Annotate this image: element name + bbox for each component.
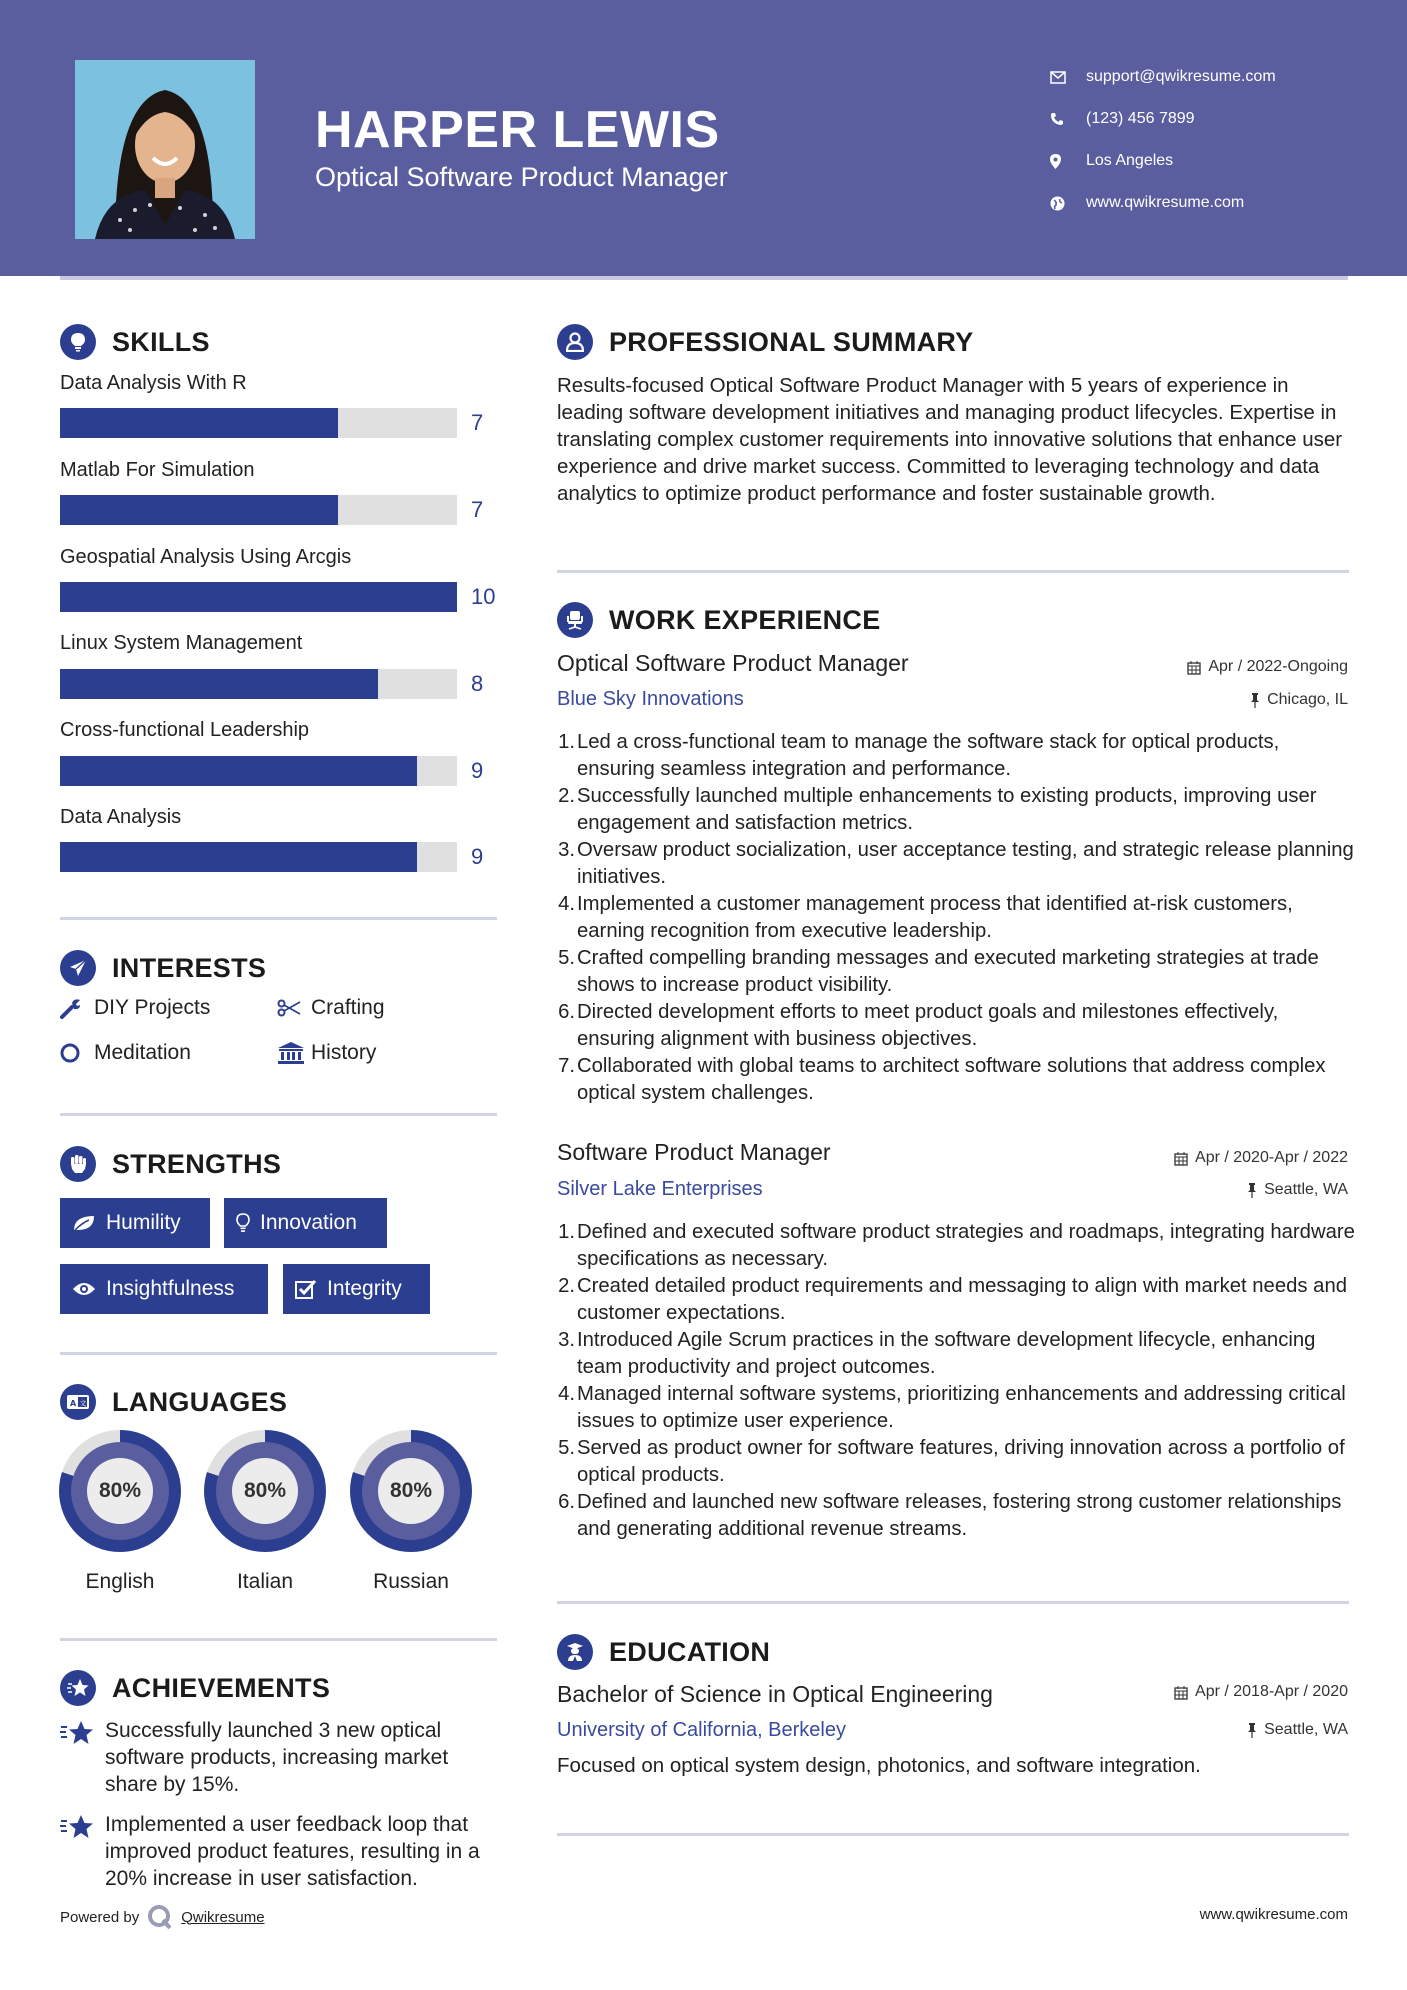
qwikresume-link[interactable]: Qwikresume — [181, 1908, 265, 1926]
section-divider — [60, 917, 497, 920]
skill-value: 9 — [471, 758, 484, 783]
contact-location — [1050, 140, 1276, 182]
contact-website-text: www.qwikresume.com — [1086, 194, 1245, 211]
job-title: Optical Software Product Manager — [557, 650, 909, 676]
bullet-item: 3. Introduced Agile Scrum practices in the software development lifecycle, enhancing team productivity and project outcomes. — [558, 1329, 1316, 1378]
leaf-icon — [72, 1214, 96, 1232]
bullet-item: 5. Served as product owner for software features, driving innovation across a portfolio of optical products. — [558, 1437, 1345, 1486]
bullet-item: 6. Directed development efforts to meet product goals and milestones effectively, ensuring alignment with business objectives. — [558, 1001, 1279, 1050]
achievement-item: Implemented a user feedback loop that improved product features, resulting in a 20% increase in user satisfaction. — [60, 1811, 500, 1892]
footer-site[interactable]: www.qwikresume.com — [1199, 1906, 1348, 1923]
check-square-icon — [295, 1279, 317, 1299]
job-location: Seattle, WA — [1247, 1181, 1348, 1199]
achievements-heading: ACHIEVEMENTS — [60, 1670, 330, 1706]
eye-icon — [72, 1281, 96, 1297]
language-name: Italian — [236, 1570, 294, 1593]
skill-bar — [60, 669, 457, 699]
skill-value: 7 — [471, 410, 484, 435]
summary-heading: PROFESSIONAL SUMMARY — [557, 324, 974, 360]
skill-bar-fill — [60, 669, 378, 699]
bullet-item: 2. Created detailed product requirements and messaging to align with market needs and customer expectations. — [558, 1275, 1348, 1324]
skill-bar-fill — [60, 408, 338, 438]
skill-bar — [60, 495, 457, 525]
bullet-item: 6. Defined and launched new software releases, fostering strong customer relationships and generating additional revenue streams. — [558, 1491, 1342, 1540]
graduate-icon — [557, 1634, 593, 1670]
bullet-item: 1. Defined and executed software product strategies and roadmaps, integrating hardware specifications as necessary. — [558, 1221, 1355, 1270]
globe-icon — [1050, 196, 1086, 211]
user-icon — [557, 324, 593, 360]
bullet-item: 3. Oversaw product socialization, user acceptance testing, and strategic release planning initiatives. — [558, 839, 1354, 888]
job-title: Software Product Manager — [557, 1139, 831, 1165]
bullet-item: 1. Led a cross-functional team to manage the software stack for optical products, ensuring seamless integration and performance. — [558, 731, 1280, 780]
star-badge-icon — [60, 1670, 96, 1706]
lightbulb-outline-icon — [236, 1213, 250, 1233]
wrench-icon — [60, 997, 94, 1019]
museum-icon — [277, 1042, 311, 1064]
job-dates: Apr / 2020-Apr / 2022 — [1174, 1149, 1348, 1167]
star-icon — [60, 1811, 105, 1892]
interest-item: DIY Projects — [60, 996, 210, 1020]
skill-bar-fill — [60, 495, 338, 525]
education-heading: EDUCATION — [557, 1634, 770, 1670]
svg-text:A: A — [70, 1399, 77, 1408]
education-description: Focused on optical system design, photonics, and software integration. — [557, 1754, 1201, 1777]
skill-bar-fill — [60, 756, 417, 786]
language-name: English — [85, 1570, 155, 1593]
pushpin-icon — [1247, 1183, 1257, 1198]
envelope-icon — [1050, 71, 1086, 84]
strength-tag: Insightfulness — [60, 1264, 268, 1314]
interest-item: History — [277, 1041, 376, 1065]
skill-bar — [60, 756, 457, 786]
paper-plane-icon — [60, 950, 96, 986]
strength-tag: Integrity — [283, 1264, 430, 1314]
skill-label: Linux System Management — [60, 632, 303, 654]
contact-list — [1050, 56, 1276, 224]
school-name: University of California, Berkeley — [557, 1719, 846, 1741]
contact-location-text: Los Angeles — [1086, 152, 1174, 169]
achievement-item: Successfully launched 3 new optical software products, increasing market share by 15%. — [60, 1717, 500, 1798]
phone-icon — [1050, 112, 1086, 126]
job-bullets — [557, 1219, 1357, 1543]
job-location: Chicago, IL — [1250, 691, 1348, 709]
candidate-title: Optical Software Product Manager — [315, 162, 728, 192]
skill-label: Matlab For Simulation — [60, 459, 255, 481]
languages-heading: A 文 LANGUAGES — [60, 1384, 287, 1420]
section-divider — [557, 1833, 1349, 1836]
language-progress-ring — [350, 1430, 472, 1552]
interests-heading: INTERESTS — [60, 950, 266, 986]
bullet-item: 2. Successfully launched multiple enhancements to existing products, improving user engagement and satisfaction metrics. — [558, 785, 1317, 834]
office-chair-icon — [557, 602, 593, 638]
company-name: Silver Lake Enterprises — [557, 1178, 763, 1200]
skill-value: 9 — [471, 844, 484, 869]
section-divider — [557, 570, 1349, 573]
language-progress-ring — [59, 1430, 181, 1552]
strength-tag: Innovation — [224, 1198, 387, 1248]
calendar-icon — [1174, 1685, 1188, 1700]
contact-phone-text: (123) 456 7899 — [1086, 110, 1195, 127]
bullet-item: 4. Implemented a customer management process that identified at-risk customers, earning recognition from executive leadership. — [558, 893, 1293, 942]
contact-website[interactable] — [1050, 182, 1276, 224]
experience-heading: WORK EXPERIENCE — [557, 602, 881, 638]
map-pin-icon — [1050, 154, 1086, 169]
skill-bar — [60, 582, 457, 612]
section-divider — [60, 1113, 497, 1116]
pushpin-icon — [1247, 1723, 1257, 1738]
language-item — [350, 1430, 472, 1594]
candidate-name: HARPER LEWIS — [315, 101, 720, 159]
skill-bar-fill — [60, 582, 457, 612]
pushpin-icon — [1250, 693, 1260, 708]
skills-heading: SKILLS — [60, 324, 210, 360]
education-dates: Apr / 2018-Apr / 2020 — [1174, 1683, 1348, 1701]
bullet-item: 5. Crafted compelling branding messages and executed marketing strategies at trade shows to increase product visibility. — [558, 947, 1319, 996]
powered-by: Powered by Qwikresume — [60, 1904, 265, 1930]
calendar-icon — [1187, 660, 1201, 675]
lightbulb-icon — [60, 324, 96, 360]
skill-value: 8 — [471, 671, 484, 696]
svg-text:文: 文 — [79, 1399, 87, 1408]
language-name: Russian — [373, 1570, 449, 1593]
language-item — [59, 1430, 181, 1594]
degree-title: Bachelor of Science in Optical Engineering — [557, 1681, 993, 1707]
job-dates: Apr / 2022-Ongoing — [1187, 658, 1348, 676]
skill-label: Data Analysis — [60, 806, 182, 828]
header-divider — [60, 276, 1348, 280]
qwikresume-logo-icon — [147, 1904, 173, 1930]
job-bullets — [557, 729, 1357, 1107]
fist-icon — [60, 1146, 96, 1182]
education-location: Seattle, WA — [1247, 1721, 1348, 1739]
section-divider — [557, 1601, 1349, 1604]
interest-item: Meditation — [60, 1041, 191, 1065]
language-icon — [60, 1384, 96, 1420]
skill-value: 7 — [471, 497, 484, 522]
skill-bar-fill — [60, 842, 417, 872]
star-icon — [60, 1717, 105, 1798]
section-divider — [60, 1352, 497, 1355]
language-percent: 80% — [87, 1458, 153, 1524]
resume-header — [0, 0, 1407, 276]
calendar-icon — [1174, 1151, 1188, 1166]
profile-photo — [75, 60, 255, 239]
strengths-heading: STRENGTHS — [60, 1146, 281, 1182]
skill-bar — [60, 408, 457, 438]
skill-label: Geospatial Analysis Using Arcgis — [60, 546, 352, 568]
skill-bar — [60, 842, 457, 872]
skill-label: Data Analysis With R — [60, 372, 247, 394]
section-divider — [60, 1638, 497, 1641]
company-name: Blue Sky Innovations — [557, 688, 744, 710]
language-progress-ring — [204, 1430, 326, 1552]
skill-value: 10 — [471, 584, 496, 609]
summary-text: Results-focused Optical Software Product Manager with 5 years of experience in leading software development initiatives and managing product lifecycles. Expertise in translating complex customer requirements into innovative solutions that enhance user experience and drive market success. Committed to leveraging technology and data analytics to optimize product performance and foster sustainable growth. — [557, 374, 1343, 505]
contact-email[interactable] — [1050, 56, 1276, 98]
contact-email-text: support@qwikresume.com — [1086, 68, 1276, 85]
circle-icon — [60, 1042, 94, 1064]
bullet-item: 7. Collaborated with global teams to architect software solutions that address complex optical system challenges. — [558, 1055, 1326, 1104]
bullet-item: 4. Managed internal software systems, prioritizing enhancements and addressing critical issues to optimize user experience. — [558, 1383, 1346, 1432]
interest-item: Crafting — [277, 996, 385, 1020]
language-percent: 80% — [232, 1458, 298, 1524]
skill-label: Cross-functional Leadership — [60, 719, 310, 741]
language-item — [204, 1430, 326, 1594]
strength-tag: Humility — [60, 1198, 210, 1248]
scissors-icon — [277, 999, 311, 1017]
language-percent: 80% — [378, 1458, 444, 1524]
contact-phone[interactable] — [1050, 98, 1276, 140]
